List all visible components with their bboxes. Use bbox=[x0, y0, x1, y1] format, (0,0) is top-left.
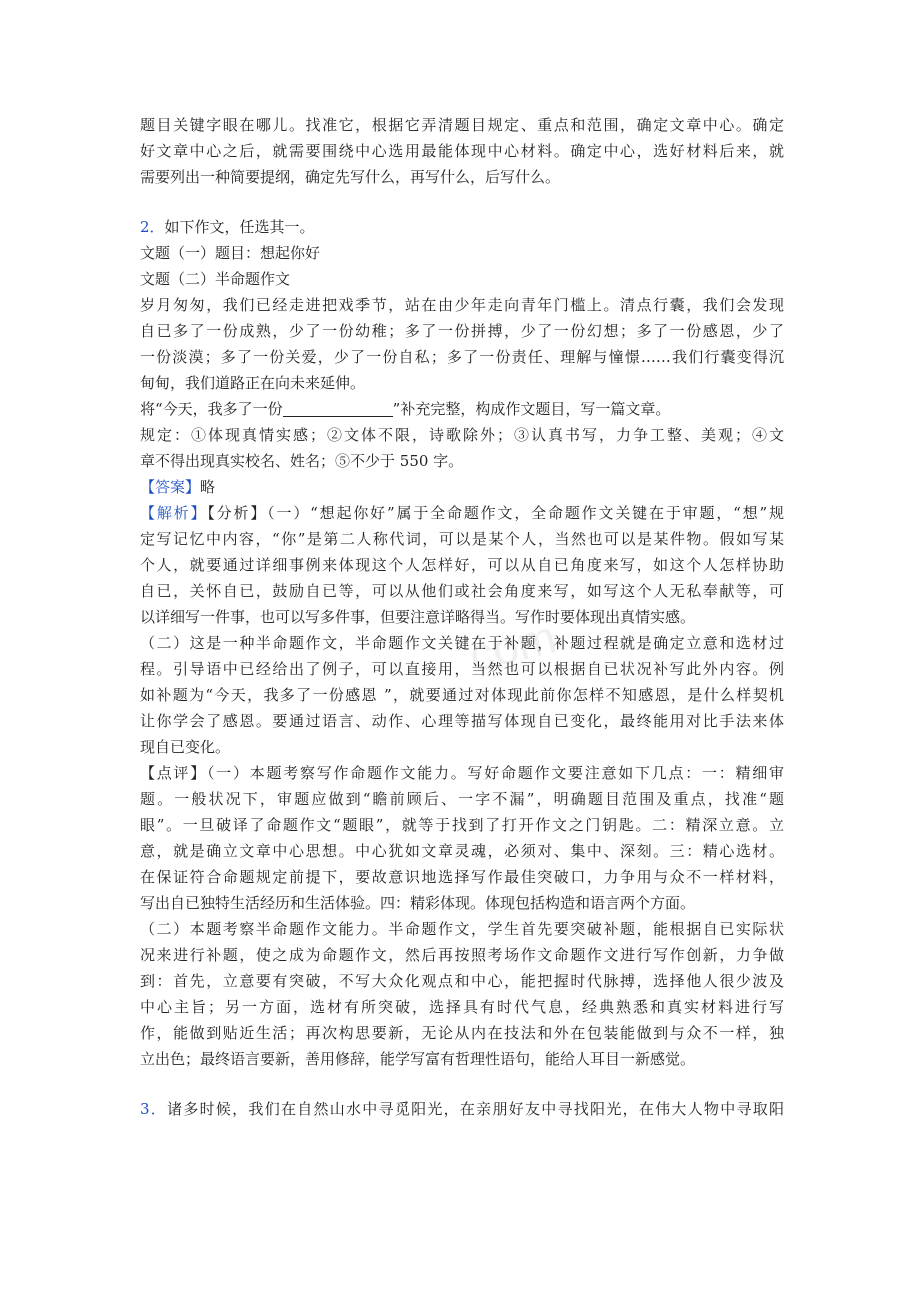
comment-line: 写出自已独特生活经历和生活体验。四：精彩体现。体现包括构造和语言两个方面。 bbox=[140, 894, 696, 912]
comment-line: 意，就是确立文章中心思想。中心犹如文章灵魂，必须对、集中、深刻。三：精心选材。 bbox=[140, 842, 784, 860]
topic-2: 文题（二）半命题作文 bbox=[140, 270, 291, 288]
document-content bbox=[140, 112, 784, 1122]
question-2-heading bbox=[140, 214, 784, 240]
analysis-line: 现自已变化。 bbox=[140, 738, 231, 756]
rules-line: 规定：①体现真情实感；②文体不限，诗歌除外；③认真书写，力争工整、美观；④文 bbox=[140, 426, 784, 444]
instruction-post: ”补充完整，构成作文题目，写一篇文章。 bbox=[392, 400, 671, 418]
comment-line: 在保证符合命题规定前提下，要故意识地选择写作最佳突破口，力争用与众不一样材料， bbox=[140, 868, 784, 886]
intro-line: 岁月匆匆，我们已经走进把戏季节，站在由少年走向青年门槛上。清点行囊，我们会发现 bbox=[140, 296, 784, 314]
analysis-line: 个人，就要通过详细事例来体现这个人怎样好，可以从自已角度来写，如这个人怎样协助 bbox=[140, 556, 784, 574]
instruction-pre: 将“今天，我多了一份 bbox=[140, 400, 283, 418]
answer-text: 略 bbox=[200, 478, 216, 496]
analysis-text: 【分析】（一）“想起你好”属于全命题作文，全命题作文关键在于审题，“想”规 bbox=[207, 504, 784, 522]
comment-line: 立出色；最终语言要新，善用修辞，能学写富有哲理性语句，能给人耳目一新感觉。 bbox=[140, 1050, 696, 1068]
question-3-heading bbox=[140, 1096, 784, 1122]
analysis-tag: 【解析】 bbox=[140, 504, 208, 522]
question-number: 2． bbox=[140, 218, 165, 236]
question-text: 诸多时候，我们在自然山水中寻觅阳光，在亲朋好友中寻找阳光，在伟大人物中寻取阳 bbox=[167, 1100, 784, 1118]
intro-line: 甸甸，我们道路正在向未来延伸。 bbox=[140, 374, 366, 392]
answer-line bbox=[140, 474, 784, 500]
answer-tag: 【答案】 bbox=[140, 478, 201, 496]
intro-line: 自已多了一份成熟，少了一份幼稚；多了一份拼搏，少了一份幻想；多了一份感恩，少了 bbox=[140, 322, 784, 340]
watermark: com bbox=[464, 610, 562, 682]
analysis-line: 以详细写一件事，也可以写多件事，但要注意详略得当。写作时要体现出真情实感。 bbox=[140, 608, 696, 626]
topic-1: 文题（一）题目：想起你好 bbox=[140, 244, 321, 262]
comment-line: 【点评】（一）本题考察写作命题作文能力。写好命题作文要注意如下几点：一：精细审 bbox=[140, 764, 784, 782]
comment-line: 作，能做到贴近生活；再次构思要新，无论从内在技法和外在包装能做到与众不一样，独 bbox=[140, 1024, 784, 1042]
comment-line: 眼”。一旦破译了命题作文“题眼”，就等于找到了打开作文之门钥匙。二：精深立意。立 bbox=[140, 816, 784, 834]
analysis-line bbox=[140, 500, 784, 526]
blank-underline bbox=[283, 399, 393, 417]
comment-line: （二）本题考察半命题作文能力。半命题作文，学生首先要突破补题，能根据自已实际状 bbox=[140, 920, 784, 938]
comment-line: 题。一般状况下，审题应做到“瞻前顾后、一字不漏”，明确题目范围及重点，找准“题 bbox=[140, 790, 784, 808]
analysis-line: 让你学会了感恩。要通过语言、动作、心理等描写体现自已变化，最终能用对比手法来体 bbox=[140, 712, 784, 730]
analysis-line: 定写记忆中内容，“你”是第二人称代词，可以是某个人，当然也可以是某件物。假如写某 bbox=[140, 530, 784, 548]
question-number: 3． bbox=[140, 1100, 168, 1118]
paragraph-line: 好文章中心之后，就需要围绕中心选用最能体现中心材料。确定中心，选好材料后来，就 bbox=[140, 142, 784, 160]
analysis-line: 自已，关怀自已，鼓励自已等，可以从他们或社会角度来写，如写这个人无私奉献等，可 bbox=[140, 582, 784, 600]
paragraph-line: 需要列出一种简要提纲，确定先写什么，再写什么，后写什么。 bbox=[140, 168, 561, 186]
comment-line: 况来进行补题，使之成为命题作文，然后再按照考场作文命题作文进行写作创新，力争做 bbox=[140, 946, 784, 964]
comment-line: 中心主旨；另一方面，选材有所突破，选择具有时代气息，经典熟悉和真实材料进行写 bbox=[140, 998, 784, 1016]
paragraph-line: 题目关键字眼在哪儿。找准它，根据它弄清题目规定、重点和范围，确定文章中心。确定 bbox=[140, 116, 784, 134]
intro-line: 一份淡漠；多了一份关爱，少了一份自私；多了一份责任、理解与憧憬……我们行囊变得沉 bbox=[140, 348, 784, 366]
instruction-line bbox=[140, 396, 784, 422]
rules-line: 章不得出现真实校名、姓名；⑤不少于 550 字。 bbox=[140, 452, 464, 470]
analysis-line: 程。引导语中已经给出了例子，可以直接用，当然也可以根据自已状况补写此外内容。例 bbox=[140, 660, 784, 678]
analysis-line: 如补题为“今天，我多了一份感恩 ”，就要通过对体现此前你怎样不知感恩，是什么样契机 bbox=[140, 686, 784, 704]
question-prompt: 如下作文，任选其一。 bbox=[164, 218, 315, 236]
comment-line: 到：首先，立意要有突破，不写大众化观点和中心，能把握时代脉搏，选择他人很少波及 bbox=[140, 972, 784, 990]
analysis-line: （二）这是一种半命题作文，半命题作文关键在于补题，补题过程就是确定立意和选材过 bbox=[140, 634, 784, 652]
